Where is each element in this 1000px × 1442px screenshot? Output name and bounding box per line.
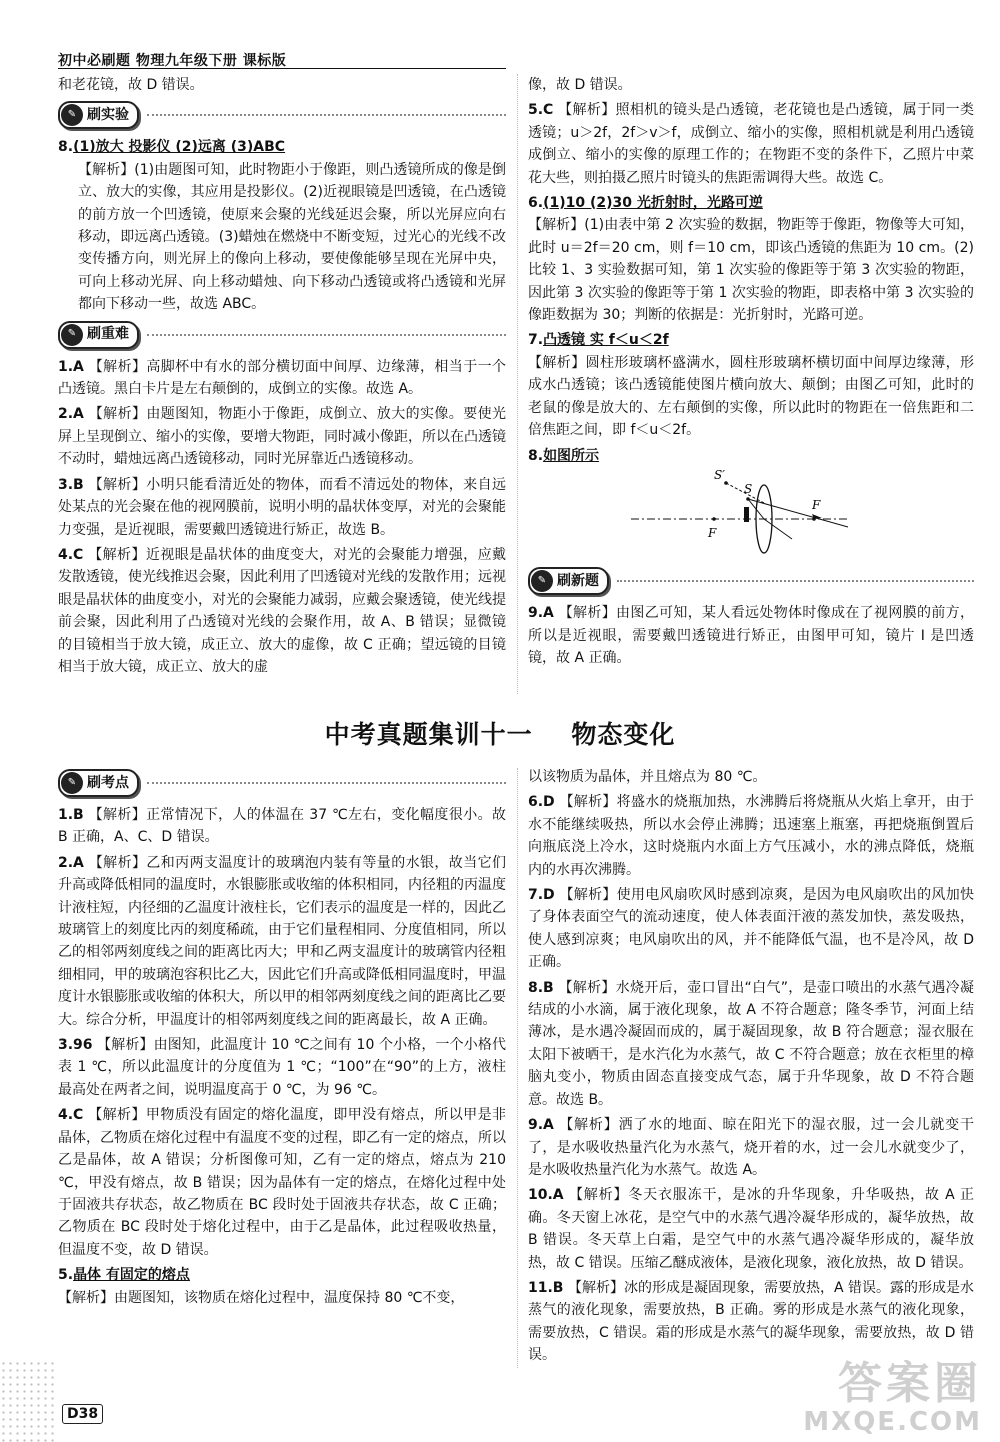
question-number: 5.C [528,102,554,119]
answer-line [528,329,974,351]
lens-ray-diagram [536,469,856,555]
section-experiment [58,100,506,130]
question-number: 2.A [58,406,84,423]
answer-item [58,356,506,401]
column-divider [517,768,518,1368]
top-right-intro: 像，故 D 错误。 [528,77,632,93]
object-candle [744,507,749,522]
answer-line [58,1264,506,1286]
section-divider [147,334,506,336]
section-badge [58,321,139,349]
label-f-right: F [812,497,821,512]
answer-text: 【解析】水烧开后，壶口冒出“白气”，是壶口喷出的水蒸气遇冷凝结成的小水滴，属于液化现象，故 A 不符合题意；隆冬季节，河面上结薄冰，是水遇冷凝固而成的，属于凝固现象，故 B 符合题意；湿衣服在太阳下被晒干，是水汽化为水蒸气，故 C 不符合题意；放在衣柜里的樟脑丸变小，物质由固态直接变成气态，属于升华现象，故 D 不符合题意。故选 B。 [528,979,974,1108]
section-badge [58,769,139,797]
question-number: 10.A [528,1187,564,1204]
answer-item [528,602,974,669]
answer-text: 【解析】高脚杯中有水的部分横切面中间厚、边缘薄，相当于一个凸透镜。黑白卡片是左右颠倒的，成倒立的实像。故选 A。 [58,358,507,398]
optics-figure [536,469,974,562]
answer-text: (1)放大 投影仪 (2)远离 (3)ABC [73,139,286,156]
question-number: 7.D [528,887,555,904]
answer-item [58,474,506,541]
answer-text: 【解析】乙和丙两支温度计的玻璃泡内装有等量的水银，故当它们升高或降低相同的温度时，水银膨胀或收缩的体积相同，内径粗的丙温度计液柱短，内径细的乙温度计液柱长，它们表示的温度是一样的，因此乙玻璃管上的刻度比丙的刻度稀疏，由于它们量程相同、分度值相同，所以乙的相邻两刻度线之间的距离比丙大；甲和乙两支温度计的玻璃管内径粗细相同，甲的玻璃泡容积比乙大，因此它们升高或降低相同温度时，甲温度计水银膨胀或收缩的体积大，所以甲的相邻两刻度线之间的距离比乙要大。综合分析，甲温度计的相邻两刻度线之间的距离最长，故 A 正确。 [58,854,507,1028]
answer-text: 【解析】由图知，此温度计 10 ℃之间有 10 个小格，一个小格代表 1 ℃，所以此温度计的分度值为 1 ℃；“100”在“90”的上方，液柱最高处在两者之间，说明温度高于 0 ℃，为 96 ℃。 [58,1037,507,1098]
answer-item [528,1277,974,1367]
answer-item [58,403,506,470]
answer-item [528,884,974,974]
label-s: S [744,481,753,496]
corner-dot-pattern [0,1360,56,1442]
answer-text: 【解析】照相机的镜头是凸透镜，老花镜也是凸透镜，属于同一类透镜；u＞2f，2f＞v＞f，成倒立、缩小的实像，照相机就是利用凸透镜成倒立、缩小的实像的原理工作的；在物距不变的条件下，乙照片中菜花大些，则拍摄乙照片时镜头的焦距需调得大些。故选 C。 [528,102,975,186]
light-ray [748,499,848,527]
answer-item [528,99,974,189]
answer-text: 【解析】冬天衣服冻干，是冰的升华现象，升华吸热，故 A 正确。冬天窗上冰花，是空气中的水蒸气遇冷凝华形成的，凝华放热，故 B 错误。冬天草上白霜，是空气中的水蒸气遇冷凝华形成的，凝华放热，故 C 错误。压缩乙醚成液体，是液化现象，液化放热，故 D 错误。 [528,1187,974,1271]
answer-text: 【解析】由题图知，物距小于像距，成倒立、放大的实像。要使光屏上呈现倒立、缩小的实像，要增大物距，同时减小像距，所以在凸透镜不动时，蜡烛远离凸透镜移动，同时光屏靠近凸透镜移动。 [58,406,507,468]
question-number: 4.C [58,1107,84,1124]
watermark [803,1360,982,1436]
answer-item [58,544,506,678]
question-number: 3.96 [58,1037,93,1054]
brush-icon: ✎ [61,772,83,794]
answer-text: 【解析】冰的形成是凝固现象，需要放热，A 错误。露的形成是水蒸气的液化现象，需要放热，B 正确。雾的形成是水蒸气的液化现象，需要放热，C 错误。霜的形成是水蒸气的凝华现象，需要放热，故 D 错误。 [528,1279,974,1364]
section-label: 刷实验 [87,107,129,124]
question-number: 8. [58,139,74,156]
question-number: 6.D [528,794,555,811]
answer-item [58,804,506,849]
question-number: 8.B [528,979,554,996]
question-number: 11.B [528,1279,564,1296]
answer-item [58,852,506,1031]
answer-text: 【解析】小明只能看清近处的物体，而看不清远处的物体，来自远处某点的光会聚在他的视网膜前，说明小明的晶状体变厚，对光的会聚能力变强，是近视眼，需要戴凹透镜进行矫正，故选 B。 [58,476,506,538]
question-number: 9.A [528,1117,554,1134]
brush-icon: ✎ [531,570,553,592]
answer-line [528,445,974,467]
question-number: 5. [58,1267,74,1284]
bottom-left-column [58,768,506,1312]
focus-right [812,517,816,521]
answer-text: 【解析】由图乙可知，某人看远处物体时像成在了视网膜的前方，所以是近视眼，需要戴凹透镜进行矫正，由图甲可知，镜片 I 是凹透镜，故 A 正确。 [528,605,975,667]
watermark-url: MXQE.COM [803,1407,982,1437]
running-header: 初中必刷题 物理九年级下册 课标版 [58,53,287,69]
answer-text: (1)10 (2)30 光折射时，光路可逆 [543,195,763,212]
answer-text: 【解析】洒了水的地面、晾在阳光下的湿衣服，过一会儿就变干了，是水吸收热量汽化为水蒸气，烧开着的水，过一会儿水就变少了，是水吸收热量汽化为水蒸气。故选 A。 [528,1117,974,1178]
section-badge [528,567,609,595]
answer-text: 凸透镜 实 f＜u＜2f [543,332,669,349]
question-number: 3.B [58,476,84,493]
question-number: 7. [528,332,544,349]
answer-item [58,1034,506,1101]
answer-item [528,791,974,881]
answer-item [528,1184,974,1274]
header-rule [58,68,506,69]
answer-item [58,1104,506,1261]
watermark-logo-text: 答案圈 [838,1358,982,1409]
answer-text: 【解析】甲物质没有固定的熔化温度，即甲没有熔点，所以甲是非晶体，乙物质在熔化过程中有温度不变的过程，即乙有一定的熔点，所以乙是晶体，故 A 错误；分析图像可知，乙有一定的熔点，熔点为 210 ℃，甲没有熔点，故 B 错误；因为晶体有一定的熔点，在熔化过程中处于固液共存状态，故乙物质在 BC 段时处于固液共存状态，故 C 正确；乙物质在 BC 段时处于熔化过程中，由于乙是晶体，此过程吸收热量，但温度不变，故 D 错误。 [58,1107,506,1258]
section-divider [617,580,974,582]
bottom-right-intro: 以该物质为晶体，并且熔点为 80 ℃。 [528,769,767,785]
answer-line [528,192,974,214]
question-number: 4.C [58,546,84,563]
answer-text: 【解析】将盛水的烧瓶加热，水沸腾后将烧瓶从火焰上拿开，由于水不能继续吸热，所以水会停止沸腾；迅速塞上瓶塞，再把烧瓶倒置后向瓶底浇上冷水，这时烧瓶内水面上方气压减小，水的沸点降低，烧瓶内的水再次沸腾。 [528,794,975,878]
brush-icon: ✎ [61,104,83,126]
top-left-column [58,74,506,681]
section-label: 刷考点 [87,774,129,791]
question-number: 2.A [58,854,84,871]
answer-text: 【解析】近视眼是晶状体的曲度变大，对光的会聚能力增强，应戴发散透镜，使光线推迟会聚，因此利用了凹透镜对光线的发散作用；远视眼是晶状体的曲度变小，对光的会聚能力减弱，应戴会聚透镜，使光线提前会聚，因此利用了凸透镜对光线的会聚作用，故 A、B 错误；显微镜的目镜相当于放大镜，成正立、放大的虚像，故 C 正确；望远镜的目镜相当于放大镜，成正立、放大的虚 [58,546,506,675]
section-difficult [58,320,506,350]
label-s-prime: S′ [714,468,725,482]
answer-text: 【解析】使用电风扇吹风时感到凉爽，是因为电风扇吹出的风加快了身体表面空气的流动速度，使人体表面汗液的蒸发加快，蒸发吸热，使人感到凉爽；电风扇吹出的风，并不能降低气温，也不是冷风，故 D 正确。 [528,887,975,971]
explanation: 【解析】圆柱形玻璃杯盛满水，圆柱形玻璃杯横切面中间厚边缘薄，形成水凸透镜；该凸透镜能使图片横向放大、颠倒；由图乙可知，此时的老鼠的像是放大的、左右颠倒的实像，所以此时的物距在一倍焦距和二倍焦距之间，即 f＜u＜2f。 [528,354,974,439]
chapter-title [0,715,1000,751]
section-label: 刷新题 [557,573,599,590]
chapter-title-text: 中考真题集训十一 物态变化 [324,720,676,749]
top-left-intro: 和老花镜，故 D 错误。 [58,77,204,93]
question-number: 6. [528,195,544,212]
page-number: D38 [62,1404,103,1424]
section-badge [58,101,139,129]
question-number: 9.A [528,605,554,622]
section-divider [147,782,506,784]
answer-text: 【解析】正常情况下，人的体温在 37 ℃左右，变化幅度很小。故 B 正确，A、C、D 错误。 [58,807,506,846]
section-divider [147,114,506,116]
column-divider [517,74,518,694]
point-s [746,497,750,501]
focus-left [712,517,716,521]
answer-item [528,977,974,1111]
top-right-column [528,74,974,673]
section-label: 刷重难 [87,326,129,343]
answer-text: 晶体 有固定的熔点 [73,1267,190,1284]
brush-icon: ✎ [61,324,83,346]
bottom-right-column [528,766,974,1370]
explanation: 【解析】(1)由表中第 2 次实验的数据，物距等于像距，物像等大可知，此时 u＝2f＝20 cm，则 f＝10 cm，即该凸透镜的焦距为 10 cm。(2)比较 1、3 实验数据可知，第 1 次实验的像距等于第 3 次实验的物距，因此第 3 次实验的像距等于第 1 次实验的物距，即表格中第 3 次实验的像距数据为 30；判断的依据是：光折射时，光路可逆。 [528,217,974,324]
answer-text: 如图所示 [543,447,600,464]
question-number: 8. [528,447,544,464]
explanation: 【解析】(1)由题图可知，此时物距小于像距，则凸透镜所成的像是倒立、放大的实像，其应用是投影仪。(2)近视眼镜是凹透镜，在凸透镜的前方放一个凹透镜，使原来会聚的光线延迟会聚，所以光屏应向右移动，即远离凸透镜。(3)蜡烛在燃烧中不断变短，过光心的光线不改变传播方向，则光屏上的像向上移动，要使像能够呈现在光屏中央，可向上移动光屏、向上移动蜡烛、向下移动凸透镜或将凸透镜和光屏都向下移动一些，故选 ABC。 [78,161,506,313]
question-number: 1.A [58,358,84,375]
question-number: 1.B [58,807,84,823]
answer-item [528,1114,974,1181]
explanation: 【解析】由题图知，该物质在熔化过程中，温度保持 80 ℃不变， [58,1289,465,1306]
label-f-left: F [708,525,717,540]
light-ray [764,519,792,539]
answer-line [58,136,506,158]
section-new [528,566,974,596]
section-key-points [58,768,506,798]
